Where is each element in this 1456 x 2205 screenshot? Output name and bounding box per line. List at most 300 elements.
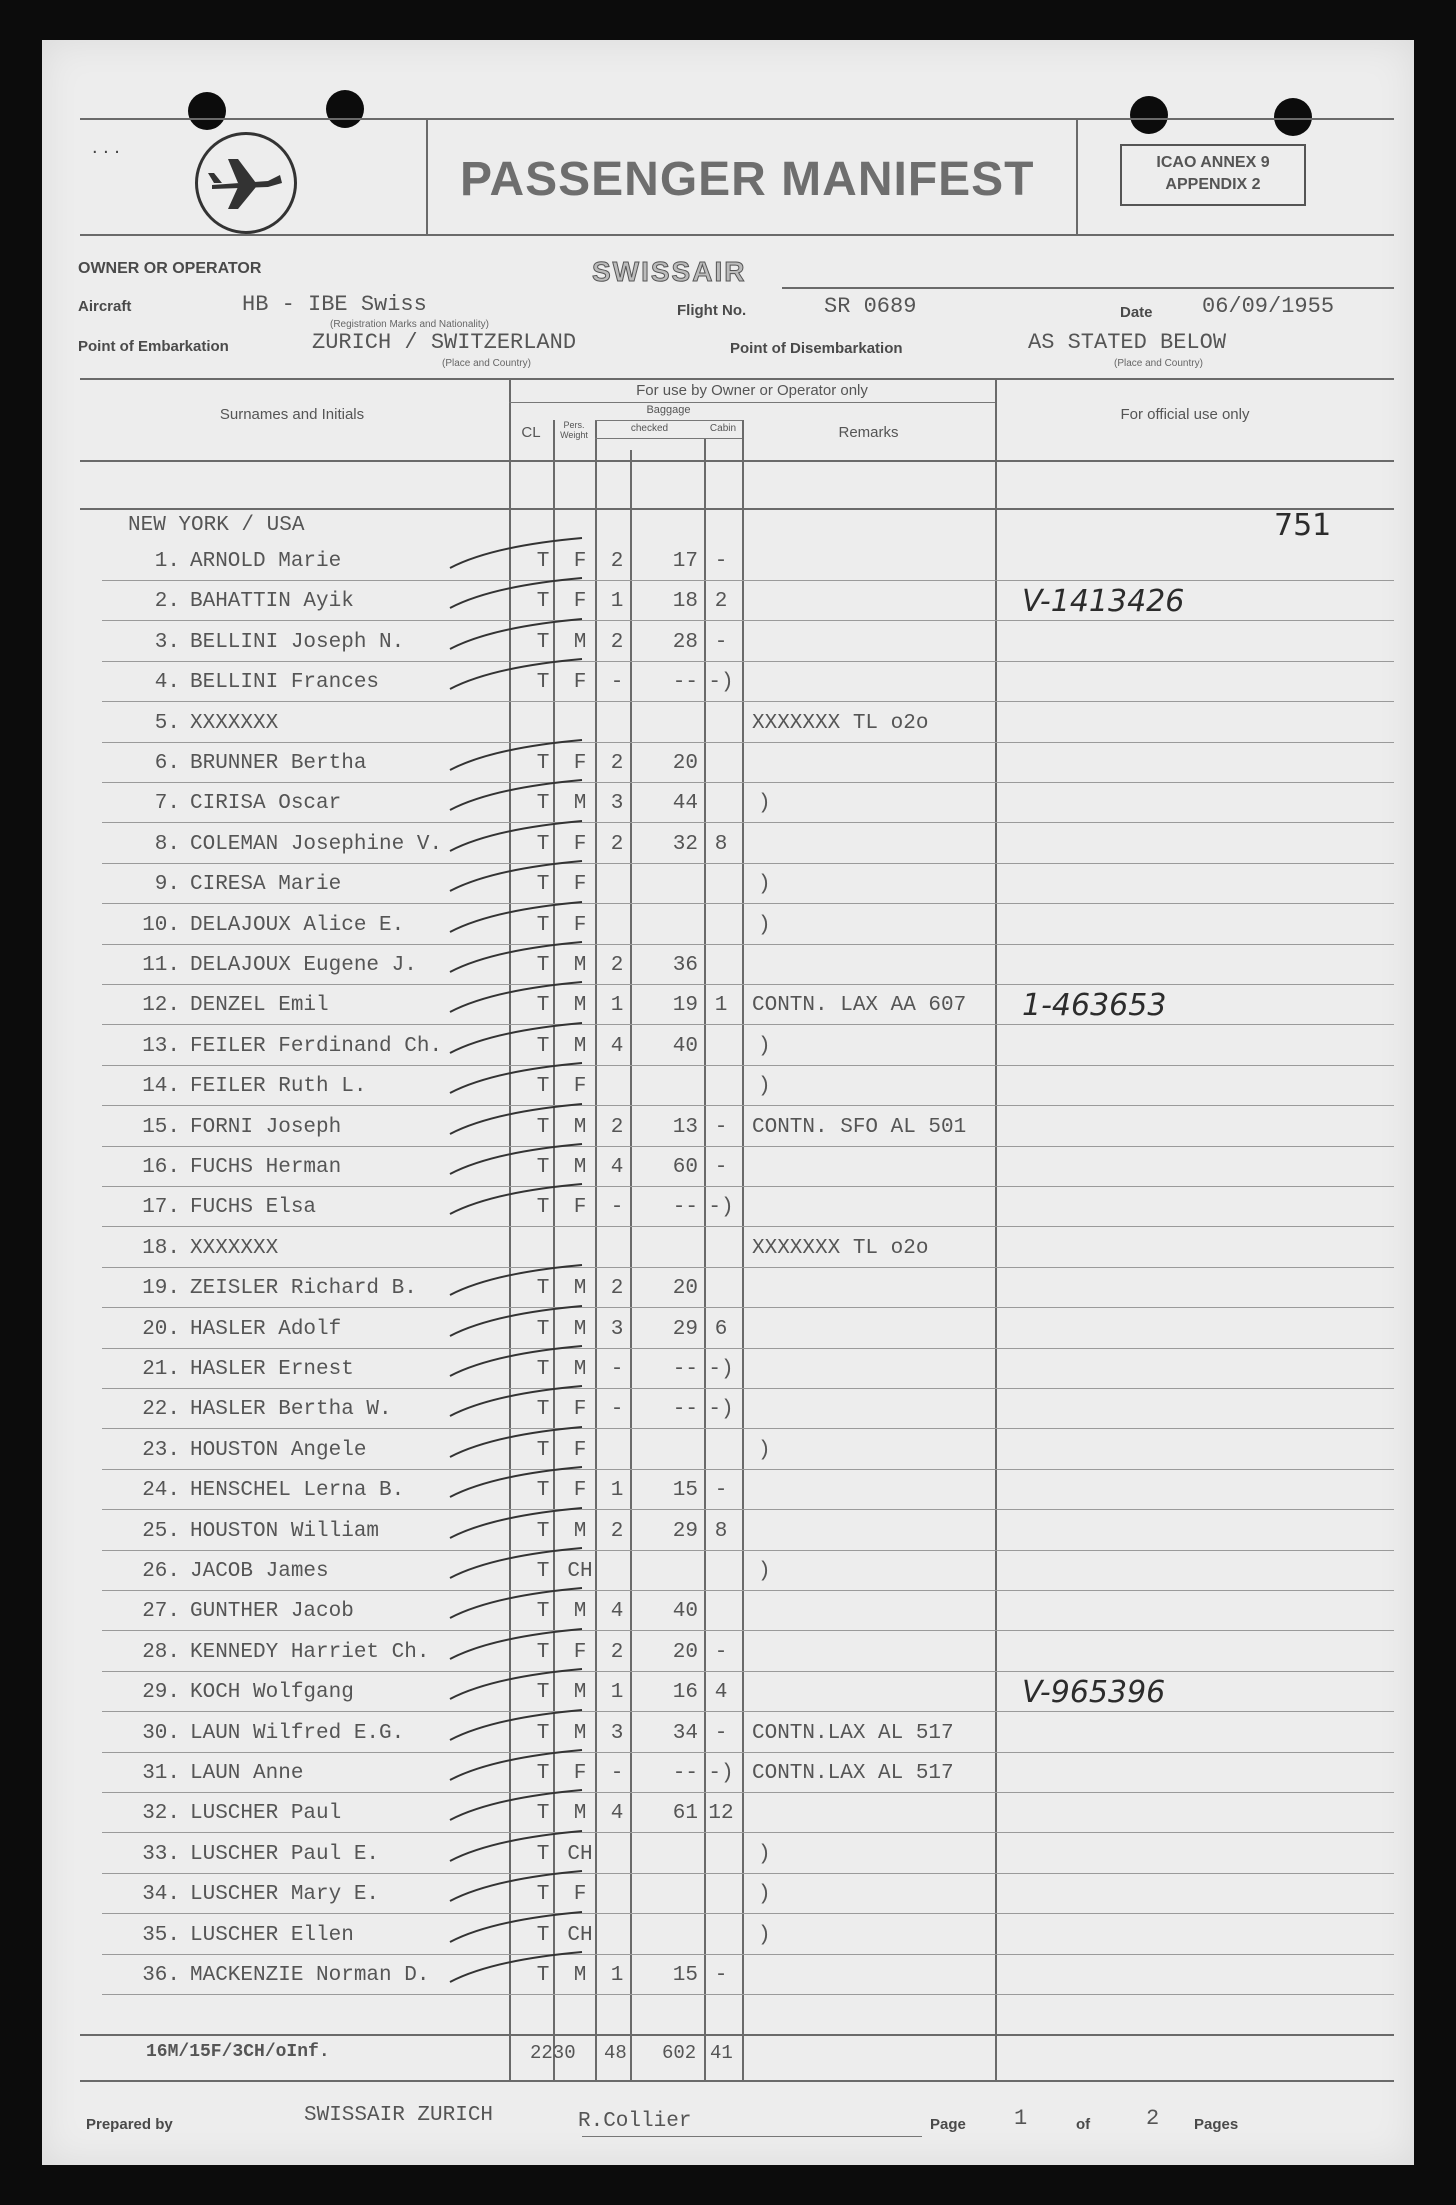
remark-text: ) bbox=[758, 1034, 771, 1058]
category-value: M bbox=[573, 1681, 587, 1705]
col-checked: checked bbox=[630, 423, 669, 434]
class-value: T bbox=[536, 994, 550, 1018]
check-mark-icon bbox=[442, 1019, 582, 1059]
passenger-name: HOUSTON William bbox=[190, 1519, 380, 1543]
passenger-name: FEILER Ferdinand Ch. bbox=[190, 1034, 443, 1058]
owner-value: SWISSAIR bbox=[592, 256, 747, 287]
category-value: CH bbox=[567, 1923, 593, 1947]
cabin-baggage: 12 bbox=[708, 1802, 734, 1826]
passenger-name: LUSCHER Ellen bbox=[190, 1923, 354, 1947]
passenger-name: KENNEDY Harriet Ch. bbox=[190, 1640, 430, 1664]
class-value: T bbox=[536, 1358, 550, 1381]
class-value: T bbox=[536, 1277, 550, 1301]
row-number: 20. bbox=[142, 1317, 180, 1341]
remark-text: CONTN.LAX AL 517 bbox=[752, 1762, 954, 1785]
row-number: 15. bbox=[142, 1115, 180, 1139]
category-value: F bbox=[573, 590, 587, 614]
remark-text: XXXXXXX TL o2o bbox=[752, 711, 929, 735]
row-rule bbox=[102, 1509, 1394, 1510]
embarkation-note: (Place and Country) bbox=[442, 358, 531, 369]
totals-weight: 2230 bbox=[530, 2042, 576, 2064]
passenger-name: GUNTHER Jacob bbox=[190, 1600, 354, 1624]
official-note: 1-463653 bbox=[1022, 988, 1167, 1024]
remark-text: ) bbox=[758, 1923, 771, 1947]
official-number: 751 bbox=[1274, 508, 1332, 543]
check-mark-icon bbox=[442, 1302, 582, 1342]
check-mark-icon bbox=[442, 898, 582, 938]
row-number: 6. bbox=[154, 752, 180, 775]
totals-cabin: 41 bbox=[710, 2042, 733, 2064]
remark-text: ) bbox=[758, 1842, 771, 1866]
cabin-baggage: 4 bbox=[714, 1681, 728, 1705]
passenger-name: BELLINI Frances bbox=[190, 671, 380, 695]
row-number: 10. bbox=[142, 913, 180, 937]
aircraft-note: (Registration Marks and Nationality) bbox=[330, 319, 489, 330]
row-rule bbox=[102, 620, 1394, 621]
row-number: 36. bbox=[142, 1964, 180, 1987]
remark-text: ) bbox=[758, 1438, 771, 1462]
passenger-row bbox=[42, 1398, 1414, 1436]
passenger-name: HOUSTON Angele bbox=[190, 1438, 367, 1462]
passenger-name: HASLER Adolf bbox=[190, 1317, 342, 1341]
check-mark-icon bbox=[442, 1342, 582, 1382]
check-mark-icon bbox=[442, 1827, 582, 1867]
category-value: F bbox=[573, 752, 587, 775]
row-rule bbox=[102, 661, 1394, 662]
check-mark-icon bbox=[442, 1059, 582, 1099]
passenger-row bbox=[42, 1675, 1414, 1719]
passenger-name: ZEISLER Richard B. bbox=[190, 1277, 417, 1301]
passenger-name: FUCHS Elsa bbox=[190, 1196, 317, 1220]
class-value: T bbox=[536, 1156, 550, 1179]
row-rule bbox=[102, 1267, 1394, 1268]
baggage-weight: 15 bbox=[672, 1479, 698, 1503]
passenger-row bbox=[42, 752, 1414, 790]
class-value: T bbox=[536, 1964, 550, 1987]
bag-count: 2 bbox=[610, 630, 624, 654]
class-value: T bbox=[536, 752, 550, 775]
category-value: F bbox=[573, 1640, 587, 1664]
passenger-row bbox=[42, 1439, 1414, 1477]
baggage-weight: 40 bbox=[672, 1034, 698, 1058]
baggage-weight: 40 bbox=[672, 1600, 698, 1624]
passenger-name: LUSCHER Paul bbox=[190, 1802, 342, 1826]
class-value: T bbox=[536, 1640, 550, 1664]
disembarkation-note: (Place and Country) bbox=[1114, 358, 1203, 369]
row-number: 21. bbox=[142, 1358, 180, 1381]
passenger-row bbox=[42, 1722, 1414, 1760]
remark-text: CONTN. SFO AL 501 bbox=[752, 1115, 967, 1139]
row-number: 25. bbox=[142, 1519, 180, 1543]
col-official: For official use only bbox=[1120, 406, 1250, 423]
class-value: T bbox=[536, 1600, 550, 1624]
check-mark-icon bbox=[442, 857, 582, 897]
flight-value: SR 0689 bbox=[824, 294, 917, 319]
row-number: 7. bbox=[154, 792, 180, 816]
page-value: 1 bbox=[1014, 2106, 1028, 2131]
cabin-baggage: -) bbox=[708, 1762, 734, 1785]
check-mark-icon bbox=[442, 655, 582, 695]
baggage-weight: -- bbox=[672, 1196, 698, 1220]
class-value: T bbox=[536, 1560, 550, 1583]
bag-count: - bbox=[610, 1762, 624, 1785]
passenger-row bbox=[42, 1318, 1414, 1356]
passenger-name: LUSCHER Paul E. bbox=[190, 1842, 380, 1866]
passenger-name: LUSCHER Mary E. bbox=[190, 1883, 380, 1907]
class-value: T bbox=[536, 792, 550, 816]
check-mark-icon bbox=[442, 1746, 582, 1786]
row-number: 22. bbox=[142, 1398, 180, 1422]
col-cabin: Cabin bbox=[709, 423, 737, 434]
row-number: 19. bbox=[142, 1277, 180, 1301]
row-number: 32. bbox=[142, 1802, 180, 1826]
col-remarks: Remarks bbox=[838, 424, 899, 441]
destination-heading: NEW YORK / USA bbox=[128, 514, 305, 537]
row-rule bbox=[102, 863, 1394, 864]
bag-count: 3 bbox=[610, 792, 624, 816]
bag-count: 1 bbox=[610, 1964, 624, 1987]
check-mark-icon bbox=[442, 1706, 582, 1746]
check-mark-icon bbox=[442, 1786, 582, 1826]
row-number: 24. bbox=[142, 1479, 180, 1503]
punch-hole bbox=[1130, 96, 1168, 134]
baggage-weight: 18 bbox=[672, 590, 698, 614]
check-mark-icon bbox=[442, 1908, 582, 1948]
class-value: T bbox=[536, 1721, 550, 1745]
remark-text: CONTN. LAX AA 607 bbox=[752, 994, 967, 1018]
check-mark-icon bbox=[442, 1463, 582, 1503]
bag-count: 2 bbox=[610, 1640, 624, 1664]
col-pers-weight: Pers. Weight bbox=[560, 420, 588, 440]
category-value: F bbox=[573, 832, 587, 856]
bag-count: 2 bbox=[610, 1519, 624, 1543]
passenger-row bbox=[42, 1843, 1414, 1881]
category-value: F bbox=[573, 1883, 587, 1907]
row-number: 28. bbox=[142, 1640, 180, 1664]
manifest-sheet bbox=[42, 40, 1414, 2165]
bag-count: 3 bbox=[610, 1721, 624, 1745]
cabin-baggage: - bbox=[714, 550, 728, 573]
class-value: T bbox=[536, 873, 550, 897]
remark-text: CONTN.LAX AL 517 bbox=[752, 1721, 954, 1745]
category-value: CH bbox=[567, 1842, 593, 1866]
row-rule bbox=[102, 1590, 1394, 1591]
class-value: T bbox=[536, 1075, 550, 1099]
row-rule bbox=[102, 701, 1394, 702]
row-number: 1. bbox=[154, 550, 180, 573]
baggage-weight: 16 bbox=[672, 1681, 698, 1705]
check-mark-icon bbox=[442, 1423, 582, 1463]
passenger-name: FEILER Ruth L. bbox=[190, 1075, 367, 1099]
passenger-name: DELAJOUX Alice E. bbox=[190, 913, 405, 937]
class-value: T bbox=[536, 913, 550, 937]
row-number: 2. bbox=[154, 590, 180, 614]
class-value: T bbox=[536, 1802, 550, 1826]
check-mark-icon bbox=[442, 1665, 582, 1705]
cabin-baggage: 8 bbox=[714, 1519, 728, 1543]
category-value: M bbox=[573, 792, 587, 816]
passenger-row bbox=[42, 712, 1414, 750]
class-value: T bbox=[536, 1681, 550, 1705]
cabin-baggage: -) bbox=[708, 1196, 734, 1220]
icao-appendix: APPENDIX 2 bbox=[1165, 176, 1261, 193]
row-number: 30. bbox=[142, 1721, 180, 1745]
of-value: 2 bbox=[1146, 2106, 1160, 2131]
class-value: T bbox=[536, 630, 550, 654]
page-label: Page bbox=[930, 2116, 966, 2133]
row-rule bbox=[102, 1711, 1394, 1712]
passenger-name: JACOB James bbox=[190, 1560, 329, 1583]
class-value: T bbox=[536, 1438, 550, 1462]
baggage-weight: 19 bbox=[672, 994, 698, 1018]
row-number: 16. bbox=[142, 1156, 180, 1179]
totals-kg: 602 bbox=[662, 2042, 697, 2064]
passenger-row bbox=[42, 873, 1414, 911]
passenger-name: LAUN Wilfred E.G. bbox=[190, 1721, 405, 1745]
baggage-weight: 44 bbox=[672, 792, 698, 816]
passenger-name: HASLER Ernest bbox=[190, 1358, 354, 1381]
baggage-weight: 28 bbox=[672, 630, 698, 654]
check-mark-icon bbox=[442, 1382, 582, 1422]
aircraft-label: Aircraft bbox=[78, 298, 132, 315]
class-value: T bbox=[536, 1923, 550, 1947]
cabin-baggage: 8 bbox=[714, 832, 728, 856]
category-value: M bbox=[573, 1277, 587, 1301]
row-rule bbox=[102, 1146, 1394, 1147]
cabin-baggage: - bbox=[714, 1964, 728, 1987]
baggage-weight: 34 bbox=[672, 1721, 698, 1745]
passenger-name: BAHATTIN Ayik bbox=[190, 590, 354, 614]
passenger-row bbox=[42, 914, 1414, 952]
row-number: 29. bbox=[142, 1681, 180, 1705]
punch-hole bbox=[326, 90, 364, 128]
baggage-weight: -- bbox=[672, 671, 698, 695]
bag-count: - bbox=[610, 1358, 624, 1381]
cabin-baggage: - bbox=[714, 1479, 728, 1503]
check-mark-icon bbox=[442, 574, 582, 614]
category-value: F bbox=[573, 550, 587, 573]
of-label: of bbox=[1076, 2116, 1091, 2133]
class-value: T bbox=[536, 550, 550, 573]
row-number: 13. bbox=[142, 1034, 180, 1058]
row-rule bbox=[102, 1873, 1394, 1874]
bag-count: 3 bbox=[610, 1317, 624, 1341]
bag-count: - bbox=[610, 1398, 624, 1422]
date-label: Date bbox=[1120, 304, 1153, 321]
flight-label: Flight No. bbox=[677, 302, 747, 319]
bag-count: 1 bbox=[610, 590, 624, 614]
category-value: F bbox=[573, 1479, 587, 1503]
check-mark-icon bbox=[442, 1140, 582, 1180]
class-value: T bbox=[536, 1479, 550, 1503]
bag-count: 4 bbox=[610, 1802, 624, 1826]
cabin-baggage: 6 bbox=[714, 1317, 728, 1341]
check-mark-icon bbox=[442, 736, 582, 776]
row-number: 31. bbox=[142, 1762, 180, 1785]
passenger-name: HENSCHEL Lerna B. bbox=[190, 1479, 405, 1503]
passenger-row bbox=[42, 671, 1414, 709]
passenger-row bbox=[42, 988, 1414, 1032]
row-number: 9. bbox=[154, 873, 180, 897]
passenger-name: FORNI Joseph bbox=[190, 1115, 342, 1139]
passenger-name: COLEMAN Josephine V. bbox=[190, 832, 443, 856]
row-number: 17. bbox=[142, 1196, 180, 1220]
passenger-row bbox=[42, 631, 1414, 669]
remark-text: ) bbox=[758, 1560, 771, 1583]
official-note: V-965396 bbox=[1022, 1675, 1166, 1711]
row-rule bbox=[102, 1105, 1394, 1106]
embarkation-value: ZURICH / SWITZERLAND bbox=[312, 330, 577, 355]
cabin-baggage: - bbox=[714, 1721, 728, 1745]
signature: R.Collier bbox=[578, 2110, 692, 2133]
category-value: M bbox=[573, 1802, 587, 1826]
passenger-row bbox=[42, 1924, 1414, 1962]
row-number: 5. bbox=[154, 711, 180, 735]
remark-text: ) bbox=[758, 873, 771, 897]
aircraft-value: HB - IBE Swiss bbox=[242, 292, 427, 317]
row-rule bbox=[102, 1428, 1394, 1429]
row-number: 26. bbox=[142, 1560, 180, 1583]
passenger-row bbox=[42, 584, 1414, 628]
bag-count: 2 bbox=[610, 752, 624, 775]
bag-count: 2 bbox=[610, 832, 624, 856]
category-value: M bbox=[573, 1034, 587, 1058]
row-rule bbox=[102, 1954, 1394, 1955]
row-number: 12. bbox=[142, 994, 180, 1018]
passenger-row bbox=[42, 1358, 1414, 1396]
cabin-baggage: -) bbox=[708, 671, 734, 695]
class-value: T bbox=[536, 1398, 550, 1422]
remark-text: ) bbox=[758, 1075, 771, 1099]
check-mark-icon bbox=[442, 776, 582, 816]
check-mark-icon bbox=[442, 1867, 582, 1907]
row-rule bbox=[102, 1752, 1394, 1753]
bag-count: - bbox=[610, 671, 624, 695]
passenger-name: ARNOLD Marie bbox=[190, 550, 342, 573]
passenger-row bbox=[42, 1762, 1414, 1800]
check-mark-icon bbox=[442, 1504, 582, 1544]
category-value: M bbox=[573, 1519, 587, 1543]
category-value: M bbox=[573, 1317, 587, 1341]
passenger-row bbox=[42, 1883, 1414, 1921]
row-number: 14. bbox=[142, 1075, 180, 1099]
disembarkation-value: AS STATED BELOW bbox=[1028, 330, 1227, 355]
category-value: M bbox=[573, 630, 587, 654]
bag-count: - bbox=[610, 1196, 624, 1220]
class-value: T bbox=[536, 1842, 550, 1866]
row-number: 27. bbox=[142, 1600, 180, 1624]
baggage-weight: 13 bbox=[672, 1115, 698, 1139]
category-value: M bbox=[573, 1156, 587, 1179]
category-value: M bbox=[573, 1721, 587, 1745]
passenger-name: XXXXXXX bbox=[190, 711, 279, 735]
passenger-row bbox=[42, 1277, 1414, 1315]
disembarkation-label: Point of Disembarkation bbox=[730, 340, 903, 357]
category-value: F bbox=[573, 873, 587, 897]
cabin-baggage: - bbox=[714, 630, 728, 654]
category-value: F bbox=[573, 1762, 587, 1785]
class-value: T bbox=[536, 1762, 550, 1785]
baggage-weight: 17 bbox=[672, 550, 698, 573]
check-mark-icon bbox=[442, 1625, 582, 1665]
class-value: T bbox=[536, 1034, 550, 1058]
check-mark-icon bbox=[442, 1948, 582, 1988]
passenger-row bbox=[42, 954, 1414, 992]
row-rule bbox=[102, 1994, 1394, 1995]
col-cl: CL bbox=[521, 424, 541, 441]
row-rule bbox=[102, 903, 1394, 904]
passenger-row bbox=[42, 833, 1414, 871]
baggage-weight: -- bbox=[672, 1762, 698, 1785]
category-value: CH bbox=[567, 1560, 593, 1583]
bag-count: 2 bbox=[610, 954, 624, 977]
class-value: T bbox=[536, 671, 550, 695]
row-rule bbox=[102, 1307, 1394, 1308]
category-value: F bbox=[573, 1196, 587, 1220]
punch-hole bbox=[1274, 98, 1312, 136]
cabin-baggage: - bbox=[714, 1156, 728, 1179]
col-baggage: Baggage bbox=[646, 404, 691, 416]
official-note: V-1413426 bbox=[1022, 584, 1185, 620]
check-mark-icon bbox=[442, 615, 582, 655]
col-owner-use: For use by Owner or Operator only bbox=[636, 382, 868, 399]
document-title: PASSENGER MANIFEST bbox=[460, 153, 1035, 206]
check-mark-icon bbox=[442, 1584, 582, 1624]
baggage-weight: 60 bbox=[672, 1156, 698, 1179]
passenger-row bbox=[42, 1479, 1414, 1517]
prepared-label: Prepared by bbox=[86, 2116, 173, 2133]
class-value: T bbox=[536, 1115, 550, 1139]
row-rule bbox=[102, 1469, 1394, 1470]
cabin-baggage: -) bbox=[708, 1358, 734, 1381]
prepared-value: SWISSAIR ZURICH bbox=[304, 2104, 494, 2127]
row-rule bbox=[102, 1550, 1394, 1551]
check-mark-icon bbox=[442, 1180, 582, 1220]
row-rule bbox=[102, 822, 1394, 823]
class-value: T bbox=[536, 590, 550, 614]
cabin-baggage: 2 bbox=[714, 590, 728, 614]
passenger-name: CIRESA Marie bbox=[190, 873, 342, 897]
check-mark-icon bbox=[442, 1100, 582, 1140]
check-mark-icon bbox=[442, 534, 582, 574]
cabin-baggage: 1 bbox=[714, 994, 728, 1018]
row-number: 3. bbox=[154, 630, 180, 654]
cabin-baggage: - bbox=[714, 1115, 728, 1139]
row-number: 4. bbox=[154, 671, 180, 695]
class-value: T bbox=[536, 1196, 550, 1220]
bag-count: 1 bbox=[610, 1479, 624, 1503]
class-value: T bbox=[536, 832, 550, 856]
row-rule bbox=[102, 742, 1394, 743]
icao-annex: ICAO ANNEX 9 bbox=[1156, 154, 1270, 171]
airplane-logo-icon bbox=[195, 132, 297, 234]
passenger-row bbox=[42, 1600, 1414, 1638]
bag-count: 4 bbox=[610, 1156, 624, 1179]
check-mark-icon bbox=[442, 817, 582, 857]
passenger-row bbox=[42, 1964, 1414, 2002]
baggage-weight: 20 bbox=[672, 752, 698, 775]
row-number: 8. bbox=[154, 832, 180, 856]
bag-count: 2 bbox=[610, 550, 624, 573]
baggage-weight: 29 bbox=[672, 1317, 698, 1341]
passenger-name: DELAJOUX Eugene J. bbox=[190, 954, 417, 977]
category-value: F bbox=[573, 1075, 587, 1099]
category-value: F bbox=[573, 913, 587, 937]
passenger-row bbox=[42, 1802, 1414, 1840]
row-rule bbox=[102, 1348, 1394, 1349]
bag-count: 2 bbox=[610, 1115, 624, 1139]
row-rule bbox=[102, 580, 1394, 581]
